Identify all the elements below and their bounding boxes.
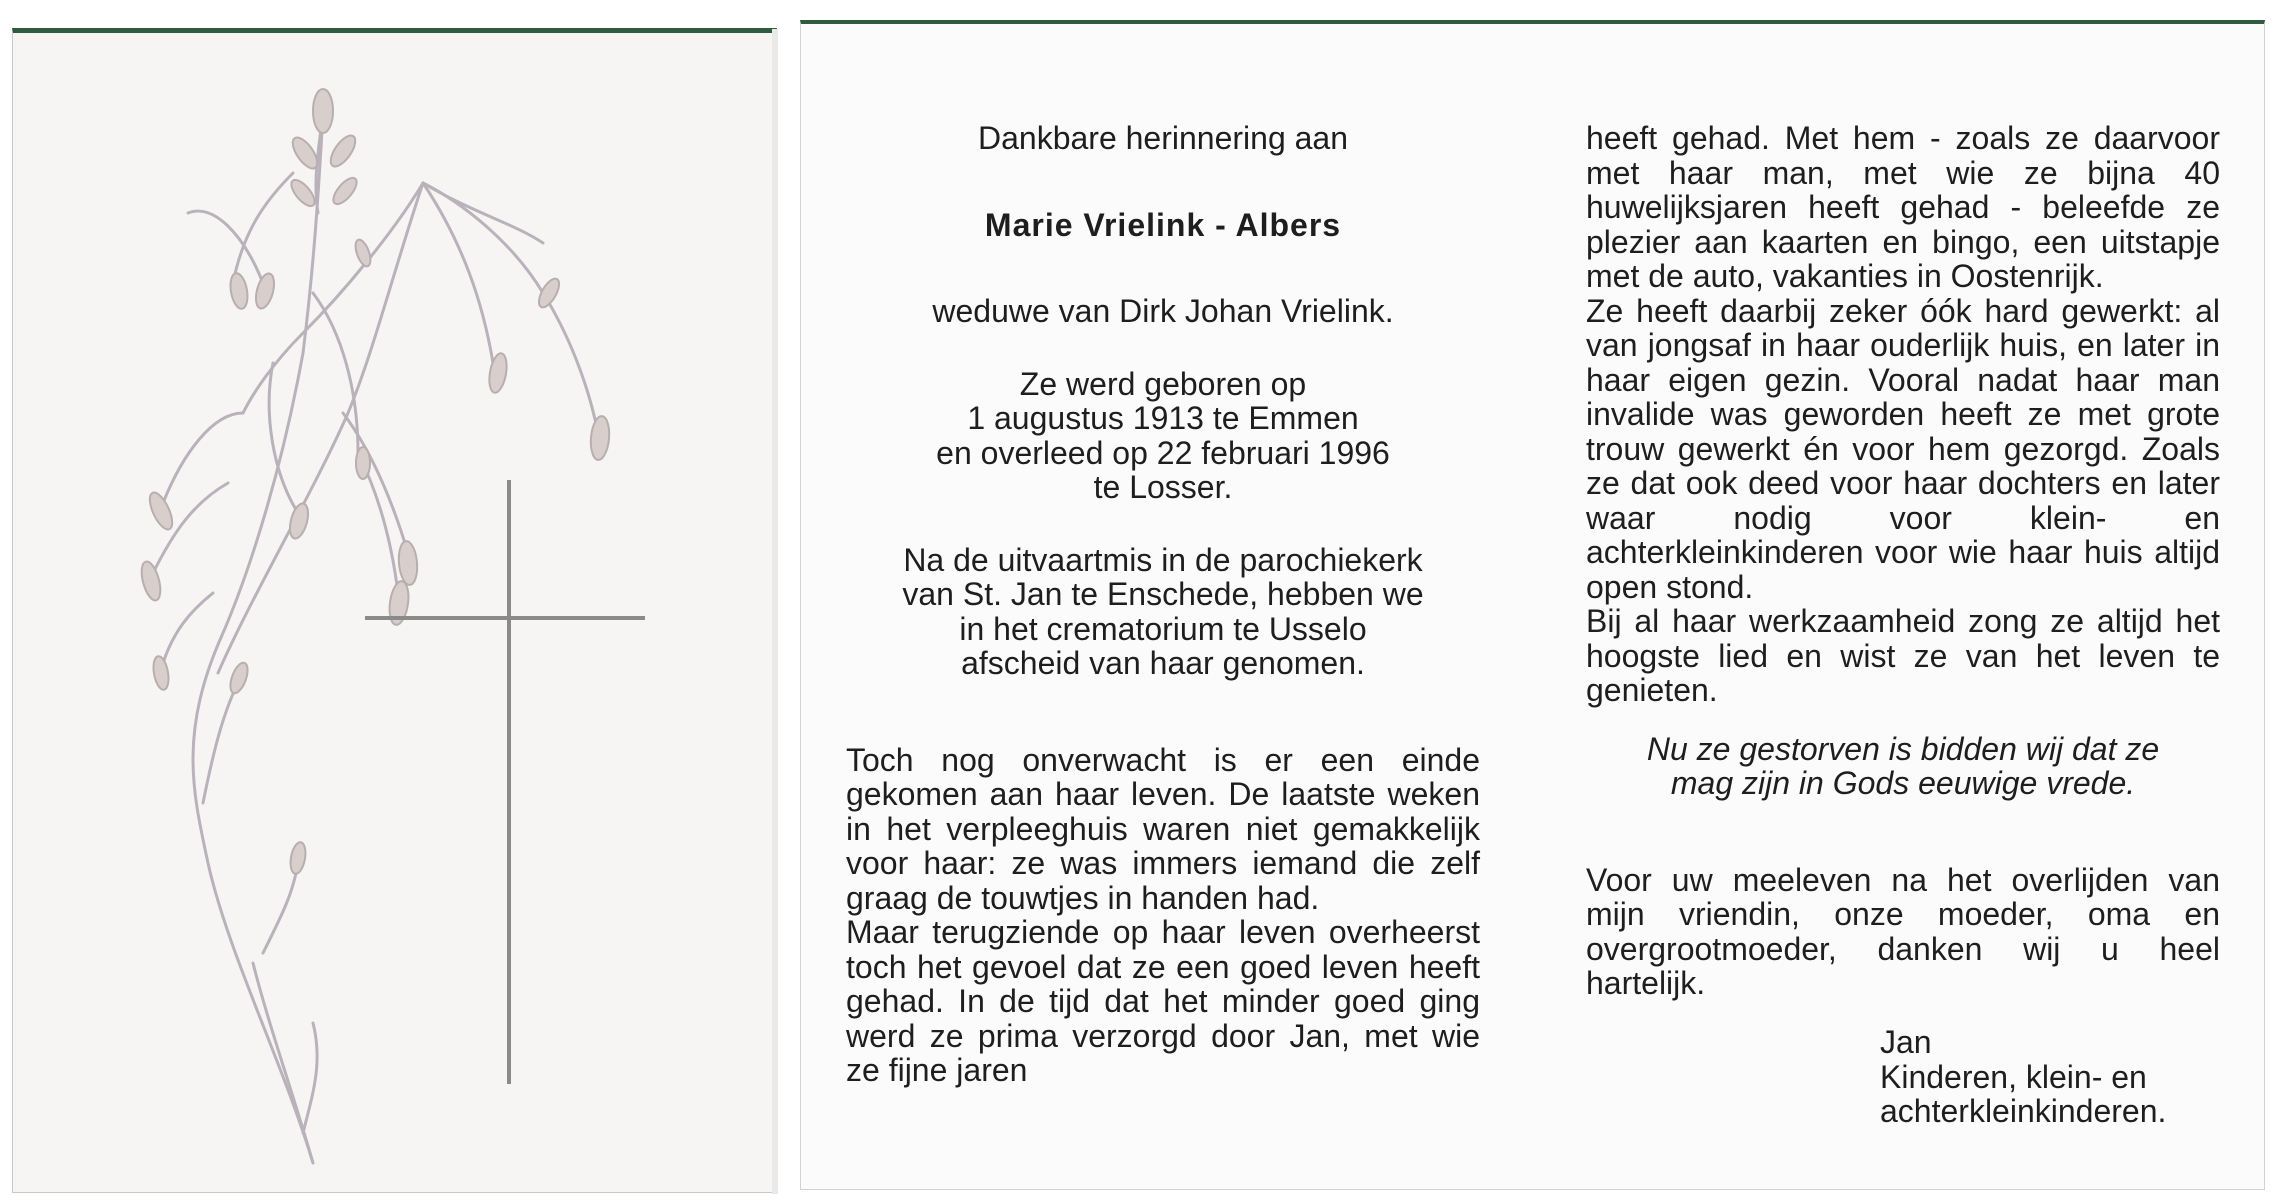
funeral-line-2: van St. Jan te Enschede, hebben we xyxy=(902,576,1424,612)
birth-line-3: en overleed op 22 februari 1996 xyxy=(936,434,1390,471)
signature-line-2: Kinderen, klein- en xyxy=(1880,1058,2147,1095)
funeral-block xyxy=(846,543,1480,681)
widow-of-line: weduwe van Dirk Johan Vrielink. xyxy=(932,293,1394,329)
prayer-line-1: Nu ze gestorven is bidden wij dat ze xyxy=(1646,730,2160,767)
signature-line-3: achterkleinkinderen. xyxy=(1880,1093,2167,1129)
deceased-name: Marie Vrielink - Albers xyxy=(984,206,1342,243)
story-paragraph-5: Bij al haar werkzaamheid zong ze altijd het hoogste lied en wist ze van het leven te genieten. xyxy=(1586,603,2220,708)
thanks-paragraph: Voor uw meeleven na het overlijden van mijn vriendin, onze moeder, oma en overgrootmoeder, danken wij u heel hartelijk. xyxy=(1586,861,2220,1001)
story-paragraph-4: Ze heeft daarbij zeker óók hard gewerkt: al van jongsaf in haar ouderlijk huis, en later in haar eigen gezin. Vooral nadat haar man invalide was geworden heeft ze met grote trouw gewerkt én voor hem gezorgd. Zoals ze dat ook deed voor haar dochters en later waar nodig voor klein- en achterkleinkinderen voor wie haar huis altijd open stond. xyxy=(1586,292,2220,605)
prayer-block xyxy=(1586,732,2220,801)
funeral-line-3: in het crematorium te Usselo xyxy=(959,610,1367,647)
story-paragraph-1: Toch nog onverwacht is er een einde gekomen aan haar leven. De laatste weken in het verpleeghuis waren niet gemakkelijk voor haar: ze was immers iemand die zelf graag de touwtjes in handen had. xyxy=(846,741,1480,916)
prayer-line-2: mag zijn in Gods eeuwige vrede. xyxy=(1670,765,2136,801)
birth-line-1: Ze werd geboren op xyxy=(1019,365,1307,402)
birth-death-block xyxy=(846,367,1480,505)
funeral-line-1: Na de uitvaartmis in de parochiekerk xyxy=(903,541,1423,578)
funeral-line-4: afscheid van haar genomen. xyxy=(961,645,1365,681)
left-column xyxy=(846,121,1480,1088)
right-column xyxy=(1586,121,2220,1001)
cross-horizontal-bar xyxy=(365,616,645,620)
story-paragraph-2: Maar terugziende op haar leven overheerst toch het gevoel dat ze een goed leven heeft gehad. In de tijd dat het minder goed ging werd ze prima verzorgd door Jan, met wie ze fijne jaren xyxy=(846,914,1480,1088)
birth-line-2: 1 augustus 1913 te Emmen xyxy=(967,400,1359,436)
grass-sprig-illustration xyxy=(13,33,773,1193)
signature-line-1: Jan xyxy=(1880,1024,1932,1060)
intro-line: Dankbare herinnering aan xyxy=(977,120,1349,156)
signature-block xyxy=(1880,1025,2166,1129)
birth-line-4: te Losser. xyxy=(1093,469,1233,505)
cross-vertical-bar xyxy=(507,480,511,1084)
card-front xyxy=(12,28,777,1193)
story-paragraph-3: heeft gehad. Met hem - zoals ze daarvoor met haar man, met wie ze bijna 40 huwelijksjaren heeft gehad - beleefde ze plezier aan kaarten en bingo, een uitstapje met de auto, vakanties in Oostenrijk. xyxy=(1586,120,2220,294)
